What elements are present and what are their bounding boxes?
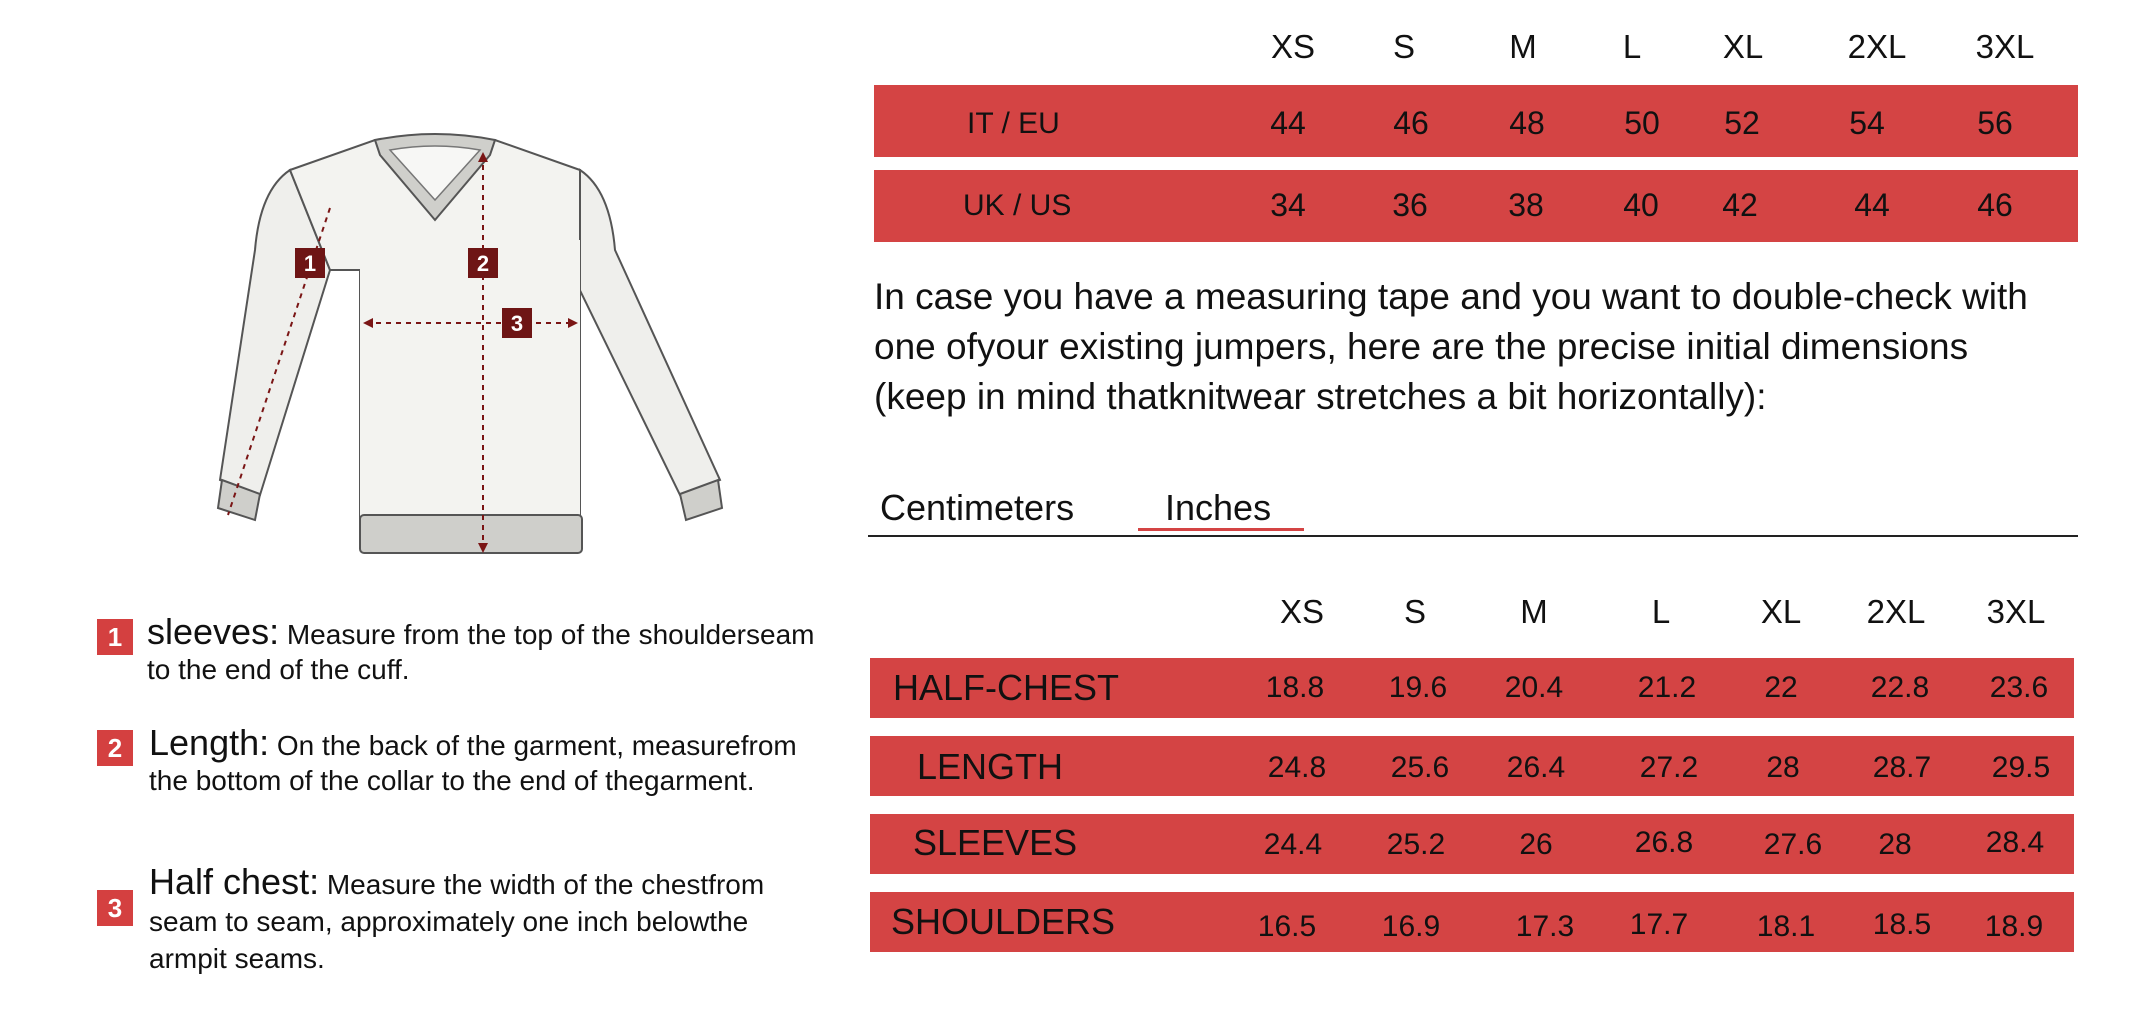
description-line: Measure from the top of the shoulderseam bbox=[279, 619, 815, 650]
measurement-label: LENGTH bbox=[917, 746, 1064, 787]
size-header: 2XL bbox=[1847, 28, 1907, 65]
conversion-cell: 52 bbox=[1724, 105, 1760, 141]
size-header: XL bbox=[1722, 28, 1764, 65]
measurement-cell: 20.4 bbox=[1504, 671, 1564, 704]
conversion-cell: 56 bbox=[1977, 105, 2013, 141]
conversion-cell: 48 bbox=[1509, 105, 1545, 141]
conversion-row-label: IT / EU bbox=[967, 107, 1060, 140]
description-half-chest bbox=[97, 863, 867, 983]
description-heading: Length: bbox=[149, 722, 270, 763]
tab-centimeters[interactable]: Centimeters bbox=[880, 487, 1075, 528]
intro-paragraph bbox=[874, 272, 2104, 422]
description-badge: 2 bbox=[97, 730, 133, 766]
description-line: seam to seam, approximately one inch belowthe bbox=[149, 906, 749, 937]
measurement-cell: 28.7 bbox=[1872, 751, 1932, 784]
description-text bbox=[147, 611, 867, 687]
figure-badge-1-label: 1 bbox=[303, 251, 317, 276]
measurement-cell: 27.6 bbox=[1763, 828, 1823, 861]
measure-column-header: XS bbox=[1279, 593, 1325, 630]
conversion-cell: 50 bbox=[1624, 105, 1660, 141]
description-line: Measure the width of the chestfrom bbox=[319, 869, 765, 900]
measurement-cell: 27.2 bbox=[1639, 751, 1699, 784]
measurement-cell: 18.9 bbox=[1984, 910, 2044, 943]
size-header: M bbox=[1509, 28, 1537, 65]
figure-badge-3-label: 3 bbox=[510, 311, 524, 336]
intro-line: one ofyour existing jumpers, here are the precise initial dimensions bbox=[874, 326, 1969, 367]
description-line: the bottom of the collar to the end of thegarment. bbox=[149, 765, 755, 796]
conversion-cell: 38 bbox=[1508, 187, 1544, 223]
measurement-cell: 17.7 bbox=[1629, 908, 1689, 941]
description-badge: 1 bbox=[97, 619, 133, 655]
description-heading: Half chest: bbox=[149, 861, 320, 902]
size-header: S bbox=[1392, 28, 1415, 65]
measurement-cell: 29.5 bbox=[1991, 751, 2051, 784]
conversion-cell: 44 bbox=[1854, 187, 1890, 223]
measurement-cell: 24.8 bbox=[1267, 751, 1327, 784]
description-line: armpit seams. bbox=[149, 943, 325, 974]
measurement-cell: 19.6 bbox=[1388, 671, 1448, 704]
description-length bbox=[97, 722, 867, 805]
description-badge: 3 bbox=[97, 890, 133, 926]
measurement-cell: 26 bbox=[1519, 828, 1553, 861]
conversion-cell: 46 bbox=[1393, 105, 1429, 141]
measurement-cell: 28 bbox=[1878, 828, 1912, 861]
intro-line: In case you have a measuring tape and you want to double-check with bbox=[874, 276, 2028, 317]
description-text bbox=[149, 722, 869, 798]
active-tab-indicator bbox=[1138, 528, 1304, 531]
conversion-cell: 46 bbox=[1977, 187, 2013, 223]
measurement-label: HALF-CHEST bbox=[893, 667, 1120, 708]
measurement-cell: 18.8 bbox=[1265, 671, 1325, 704]
measure-column-header: S bbox=[1403, 593, 1426, 630]
tab-inches[interactable]: Inches bbox=[1165, 487, 1272, 528]
tab-bar-divider bbox=[868, 535, 2078, 537]
measurement-cell: 23.6 bbox=[1989, 671, 2049, 704]
description-heading: sleeves: bbox=[147, 611, 280, 652]
conversion-cell: 42 bbox=[1722, 187, 1758, 223]
measurement-cell: 16.9 bbox=[1381, 910, 1441, 943]
measure-column-header: XL bbox=[1760, 593, 1802, 630]
size-header: L bbox=[1622, 28, 1642, 65]
conversion-cell: 34 bbox=[1270, 187, 1306, 223]
conversion-cell: 40 bbox=[1623, 187, 1659, 223]
measurement-cell: 28.4 bbox=[1985, 826, 2045, 859]
measure-column-header: 2XL bbox=[1866, 593, 1926, 630]
description-text bbox=[149, 863, 869, 977]
measurement-cell: 24.4 bbox=[1263, 828, 1323, 861]
measurement-cell: 22.8 bbox=[1870, 671, 1930, 704]
measurement-cell: 28 bbox=[1766, 751, 1800, 784]
measurement-cell: 21.2 bbox=[1637, 671, 1697, 704]
size-header: XS bbox=[1270, 28, 1316, 65]
measure-column-header: M bbox=[1520, 593, 1548, 630]
figure-badge-2-label: 2 bbox=[476, 251, 490, 276]
measurement-cell: 18.1 bbox=[1756, 910, 1816, 943]
hem-ribbing bbox=[360, 515, 582, 553]
size-header: 3XL bbox=[1975, 28, 2035, 65]
measurement-cell: 22 bbox=[1764, 671, 1798, 704]
measurement-cell: 18.5 bbox=[1872, 908, 1932, 941]
conversion-cell: 44 bbox=[1270, 105, 1306, 141]
conversion-row-label: UK / US bbox=[963, 189, 1072, 222]
measurement-cell: 16.5 bbox=[1257, 910, 1317, 943]
description-line: On the back of the garment, measurefrom bbox=[269, 730, 797, 761]
measure-column-header: L bbox=[1651, 593, 1671, 630]
description-sleeves bbox=[97, 611, 867, 694]
intro-line: (keep in mind thatknitwear stretches a bit horizontally): bbox=[874, 376, 1767, 417]
measurement-label: SLEEVES bbox=[913, 822, 1078, 863]
measurement-cell: 26.4 bbox=[1506, 751, 1566, 784]
measure-column-header: 3XL bbox=[1986, 593, 2046, 630]
conversion-cell: 54 bbox=[1849, 105, 1885, 141]
measurement-cell: 26.8 bbox=[1634, 826, 1694, 859]
measurement-label: SHOULDERS bbox=[891, 901, 1116, 942]
measurement-cell: 17.3 bbox=[1515, 910, 1575, 943]
sweater-illustration bbox=[200, 120, 750, 570]
right-sleeve bbox=[570, 170, 720, 495]
measurement-cell: 25.2 bbox=[1386, 828, 1446, 861]
description-line: to the end of the cuff. bbox=[147, 654, 410, 685]
measurement-cell: 25.6 bbox=[1390, 751, 1450, 784]
body-fill bbox=[360, 240, 580, 520]
conversion-cell: 36 bbox=[1392, 187, 1428, 223]
